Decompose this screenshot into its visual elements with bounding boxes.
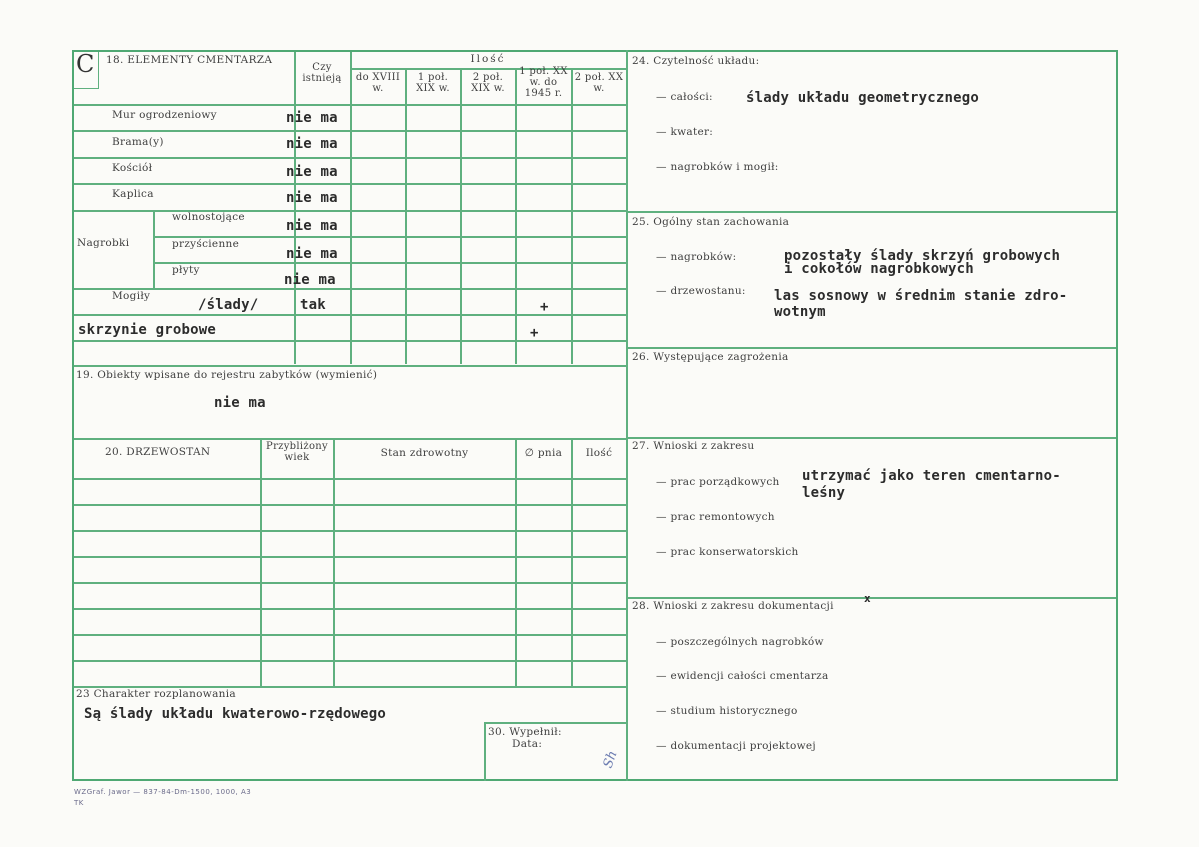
grid-line xyxy=(74,183,626,185)
s27-item: — prac konserwatorskich xyxy=(656,546,799,558)
grid-line xyxy=(515,68,517,364)
grid-line xyxy=(74,130,626,132)
s19-title: 19. Obiekty wpisane do rejestru zabytków (wymienić) xyxy=(76,369,378,381)
s26-title: 26. Występujące zagrożenia xyxy=(632,351,789,363)
s27-value-1: utrzymać jako teren cmentarno- xyxy=(802,468,1061,484)
s28-item: — dokumentacji projektowej xyxy=(656,740,816,752)
s25-title: 25. Ogólny stan zachowania xyxy=(632,216,790,228)
s28-item: — studium historycznego xyxy=(656,705,798,717)
czy-istnieja-header: Czy istnieją xyxy=(302,62,342,84)
grid-line xyxy=(153,210,155,288)
s30-title: 30. Wypełnił: xyxy=(488,726,562,738)
mogily-value: tak xyxy=(300,297,326,313)
corner-letter: C xyxy=(76,50,95,78)
s20-title: 20. DRZEWOSTAN xyxy=(105,446,211,458)
s23-value: Są ślady układu kwaterowo-rzędowego xyxy=(84,706,387,722)
nagrobki-plyty-value: nie ma xyxy=(284,272,336,288)
grid-line xyxy=(74,530,626,532)
s25-drzewostanu-value-2: wotnym xyxy=(774,304,826,320)
form-frame xyxy=(72,50,1118,781)
grid-line xyxy=(74,340,626,342)
nagrobki-przyscienne-value: nie ma xyxy=(286,246,338,262)
row-value-kosciol: nie ma xyxy=(286,164,338,180)
s24-nagrobkow-label: — nagrobków i mogił: xyxy=(656,161,779,173)
grid-line xyxy=(460,68,462,364)
s30-date: Data: xyxy=(512,738,543,750)
grid-line xyxy=(74,660,626,662)
s25-nagrobkow-value-1: pozostały ślady skrzyń grobowych xyxy=(784,248,1061,264)
s28-title: 28. Wnioski z zakresu dokumentacji xyxy=(632,600,834,612)
grid-line xyxy=(628,597,1116,599)
grid-line xyxy=(74,582,626,584)
grid-line xyxy=(484,722,486,781)
nagrobki-przyscienne: przyścienne xyxy=(172,238,240,250)
row-value-kaplica: nie ma xyxy=(286,190,338,206)
s27-item: — prac remontowych xyxy=(656,511,775,523)
grid-line xyxy=(74,504,626,506)
nagrobki-wolnostojace: wolnostojące xyxy=(172,211,245,223)
row-value-brama: nie ma xyxy=(286,136,338,152)
col-header: 2 poł. XIX w. xyxy=(471,72,505,94)
grid-line xyxy=(153,262,626,264)
footer-printer: WZGraf. Jawor — 837-84-Dm-1500, 1000, A3 xyxy=(74,788,252,796)
grid-line xyxy=(260,438,262,686)
extra-typed: skrzynie grobowe xyxy=(78,322,217,338)
grid-line xyxy=(571,68,573,364)
initials-mark: Sh xyxy=(600,748,621,771)
grid-line xyxy=(74,634,626,636)
s20-col-pnia: ∅ pnia xyxy=(524,447,563,459)
grid-line xyxy=(333,438,335,686)
s20-col-wiek: Przybliżony wiek xyxy=(266,441,328,463)
s25-drzewostanu-value-1: las sosnowy w średnim stanie zdro- xyxy=(774,288,1068,304)
mogily-mark: + xyxy=(540,299,549,315)
s23-title: 23 Charakter rozplanowania xyxy=(76,688,236,700)
col-header: 1 poł. XX w. do 1945 r. xyxy=(519,66,568,99)
s28-item: — ewidencji całości cmentarza xyxy=(656,670,829,682)
row-value-mur: nie ma xyxy=(286,110,338,126)
nagrobki-plyty: płyty xyxy=(172,264,200,276)
row-label-kosciol: Kościół xyxy=(112,162,153,174)
grid-line xyxy=(405,68,407,364)
row-label-kaplica: Kaplica xyxy=(112,188,154,200)
s24-calosci-value: ślady układu geometrycznego xyxy=(746,90,979,106)
s25-nagrobkow-label: — nagrobków: xyxy=(656,251,737,263)
s24-calosci-label: — całości: xyxy=(656,91,713,103)
grid-line xyxy=(74,210,626,212)
s24-title: 24. Czytelność układu: xyxy=(632,55,760,67)
s25-nagrobkow-value-2: i cokołów nagrobkowych xyxy=(784,261,974,277)
s18-title: 18. ELEMENTY CMENTARZA xyxy=(106,54,273,66)
ilosc-header: Ilość xyxy=(470,53,506,65)
grid-line xyxy=(74,157,626,159)
grid-line xyxy=(74,478,626,480)
extra-mark: + xyxy=(530,325,539,341)
col-header: do XVIII w. xyxy=(355,72,401,94)
grid-line xyxy=(74,365,626,367)
grid-line xyxy=(484,722,626,724)
grid-line xyxy=(74,608,626,610)
grid-line xyxy=(571,438,573,686)
grid-line xyxy=(294,52,296,364)
col-header: 2 poł. XX w. xyxy=(574,72,624,94)
grid-line xyxy=(628,437,1116,439)
s27-title: 27. Wnioski z zakresu xyxy=(632,440,755,452)
nagrobki-label: Nagrobki xyxy=(77,237,130,249)
s20-col-stan: Stan zdrowotny xyxy=(380,447,469,459)
s19-value: nie ma xyxy=(214,395,266,411)
col-header: 1 poł. XIX w. xyxy=(416,72,450,94)
s28-mark: x xyxy=(864,592,871,605)
grid-line xyxy=(515,438,517,686)
row-label-brama: Brama(y) xyxy=(112,136,164,148)
s25-drzewostanu-label: — drzewostanu: xyxy=(656,285,746,297)
mogily-label: Mogiły xyxy=(112,290,151,302)
s28-item: — poszczególnych nagrobków xyxy=(656,636,824,648)
middle-divider xyxy=(626,50,628,781)
footer-code: TK xyxy=(74,799,84,807)
mogily-typed: /ślady/ xyxy=(198,297,259,313)
grid-line xyxy=(628,211,1116,213)
grid-line xyxy=(74,104,626,106)
s24-kwater-label: — kwater: xyxy=(656,126,714,138)
grid-line xyxy=(74,288,626,290)
grid-line xyxy=(350,52,352,364)
s27-item: — prac porządkowych xyxy=(656,476,780,488)
grid-line xyxy=(74,438,626,440)
grid-line xyxy=(628,347,1116,349)
row-label-mur: Mur ogrodzeniowy xyxy=(112,109,217,121)
grid-line xyxy=(350,68,626,70)
grid-line xyxy=(74,556,626,558)
s20-col-ilosc: Ilość xyxy=(585,447,613,459)
nagrobki-wolnostojace-value: nie ma xyxy=(286,218,338,234)
s27-value-2: leśny xyxy=(802,485,846,501)
